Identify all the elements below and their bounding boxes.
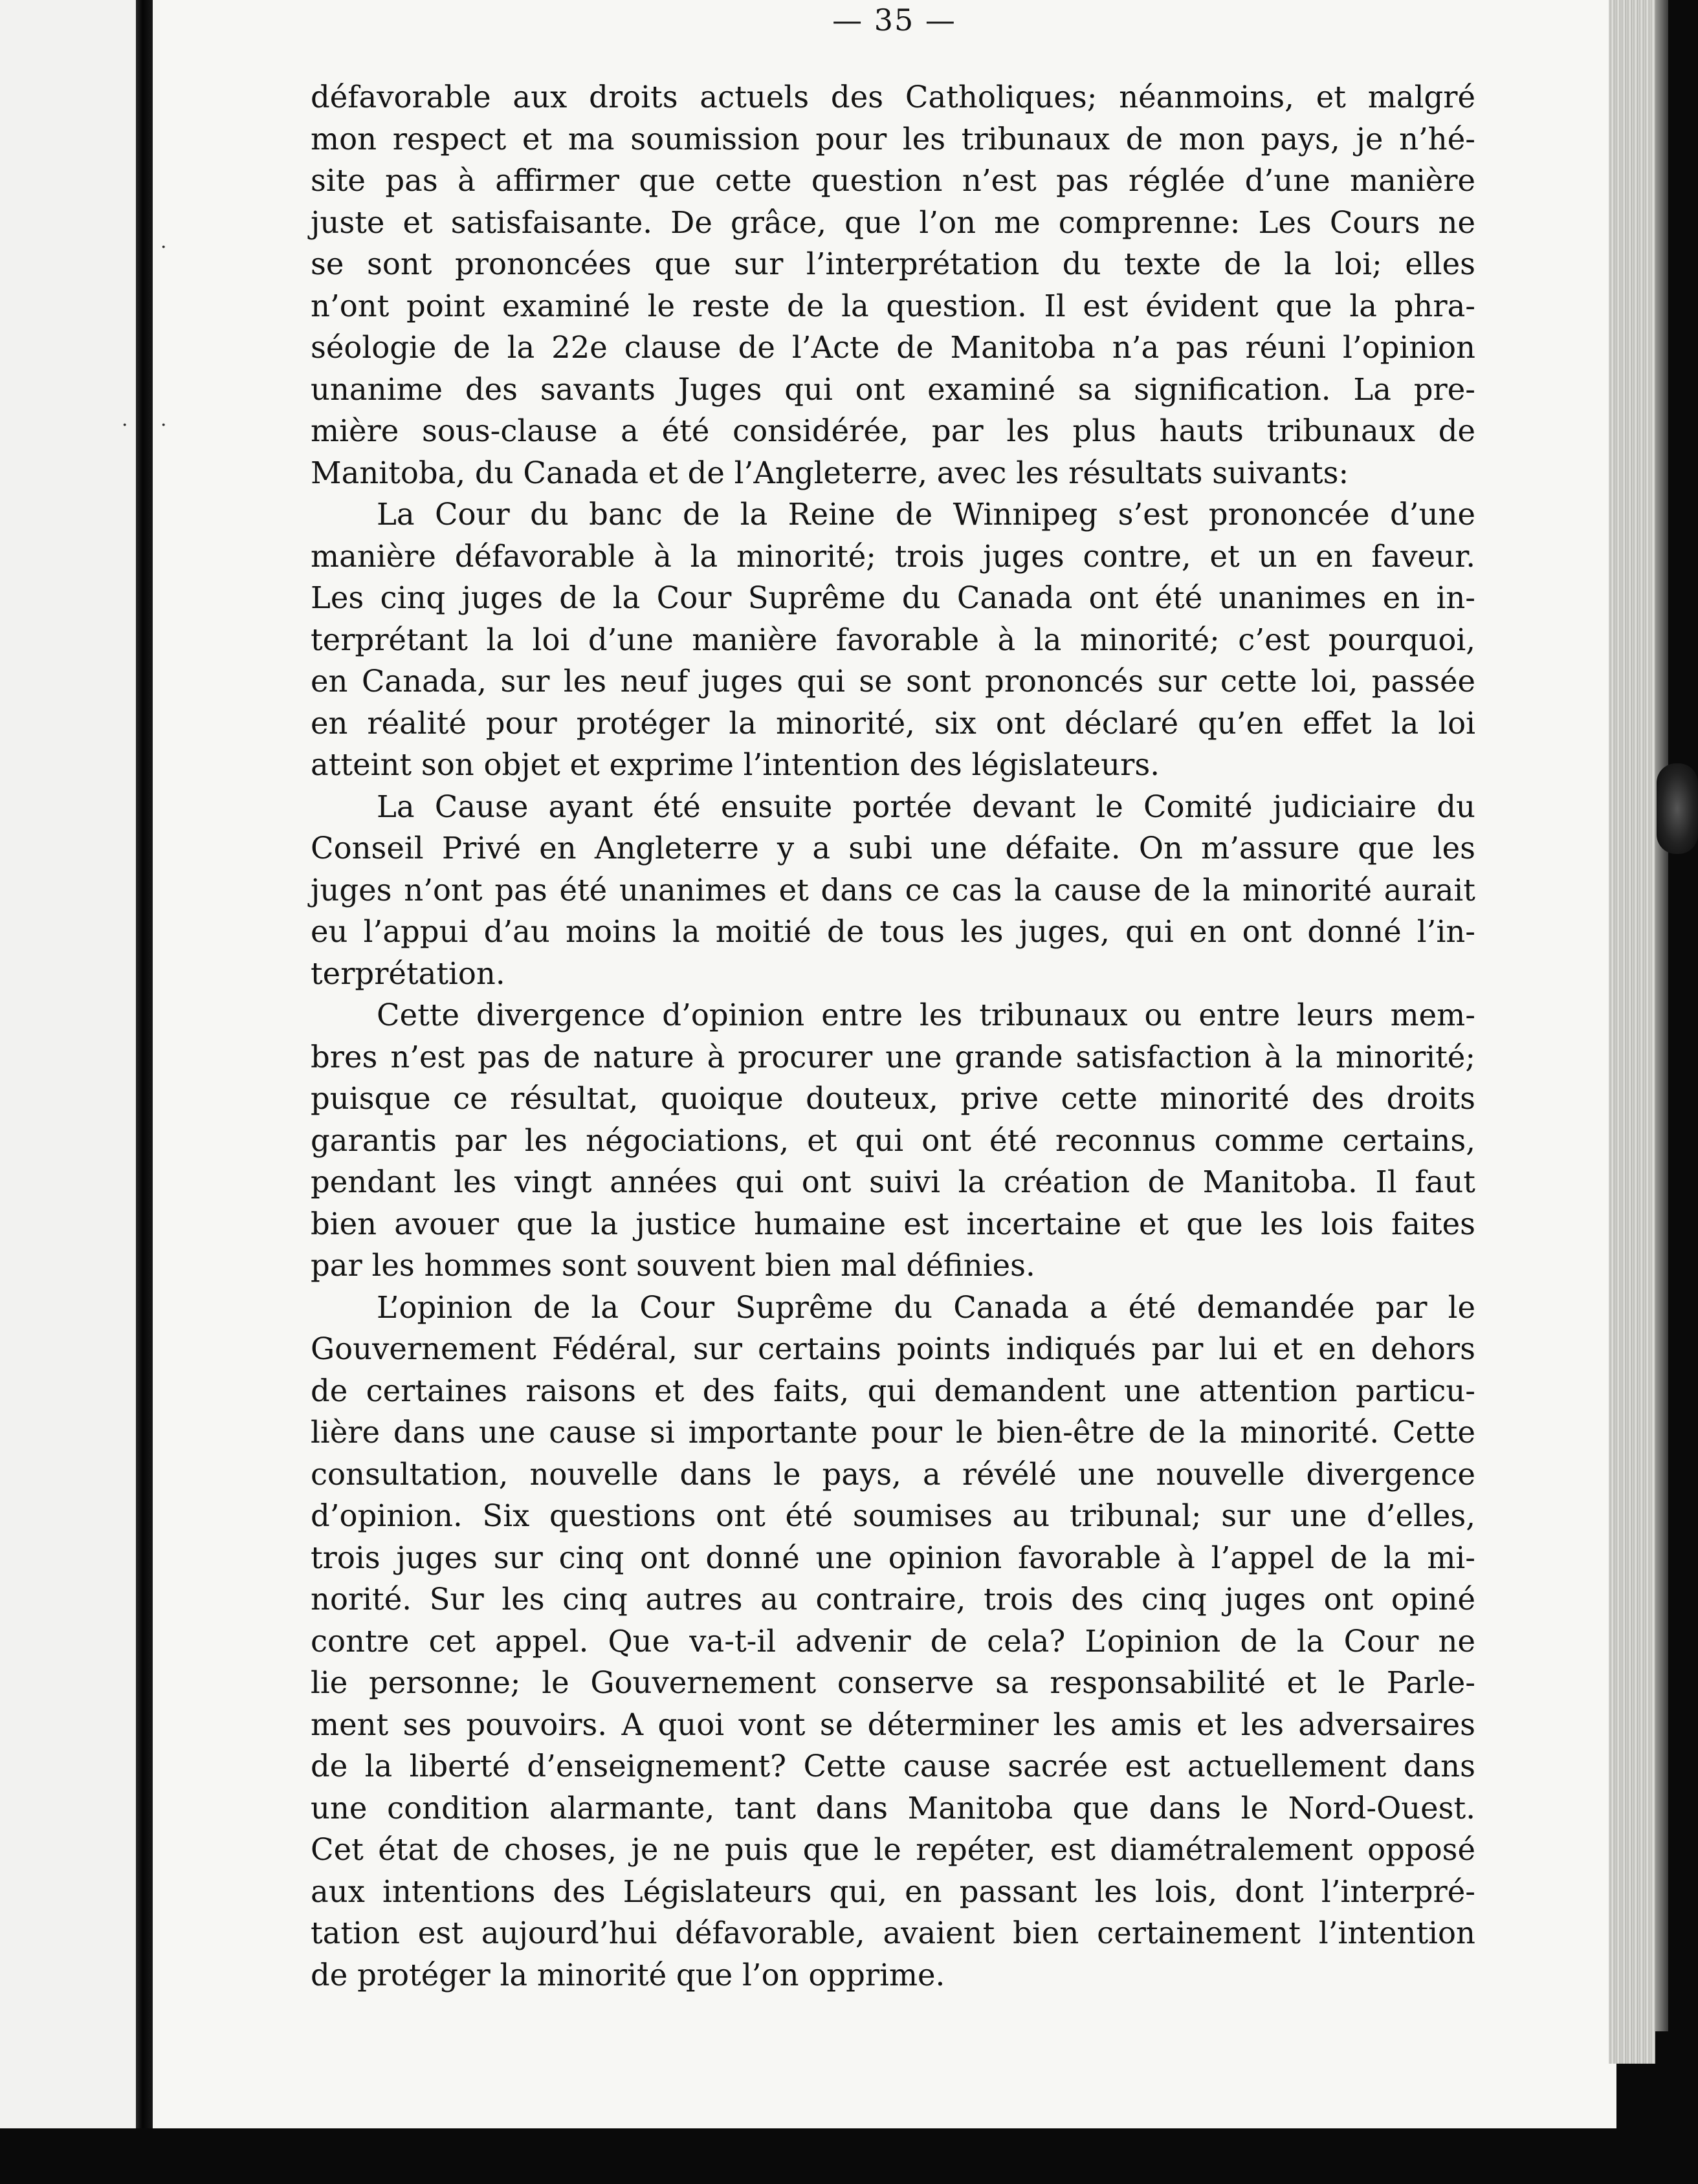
text-line: Les cinq juges de la Cour Suprême du Canada ont été unanimes en in- xyxy=(311,580,1475,615)
text-line: L’opinion de la Cour Suprême du Canada a été demandée par le xyxy=(377,1289,1475,1325)
paragraph-1 xyxy=(311,76,1475,494)
text-line: par les hommes sont souvent bien mal définies. xyxy=(311,1248,1035,1283)
text-line: en réalité pour protéger la minorité, six ont déclaré qu’en effet la loi xyxy=(311,705,1475,741)
text-line: bien avouer que la justice humaine est incertaine et que les lois faites xyxy=(311,1206,1475,1241)
text-line: de certaines raisons et des faits, qui demandent une attention particu- xyxy=(311,1373,1475,1408)
text-line: d’opinion. Six questions ont été soumises au tribunal; sur une d’elles, xyxy=(311,1498,1475,1533)
text-line: trois juges sur cinq ont donné une opinion favorable à l’appel de la mi- xyxy=(311,1540,1475,1575)
text-line: aux intentions des Législateurs qui, en passant les lois, dont l’interpré- xyxy=(311,1873,1475,1909)
text-line: mon respect et ma soumission pour les tribunaux de mon pays, je n’hé- xyxy=(311,121,1475,157)
paragraph-4 xyxy=(311,994,1475,1287)
page-number: — 35 — xyxy=(832,3,956,38)
text-line: n’ont point examiné le reste de la question. Il est évident que la phra- xyxy=(311,288,1475,323)
text-line: de protéger la minorité que l’on opprime. xyxy=(311,1957,945,1993)
text-line: Cet état de choses, je ne puis que le repéter, est diamétralement opposé xyxy=(311,1832,1475,1867)
margin-mark: · xyxy=(160,414,167,437)
text-line: se sont prononcées que sur l’interprétation du texte de la loi; elles xyxy=(311,246,1475,281)
book-gutter xyxy=(136,0,153,2128)
margin-mark: · xyxy=(122,414,128,437)
text-line: séologie de la 22e clause de l’Acte de Manitoba n’a pas réuni l’opinion xyxy=(311,330,1475,365)
page-edges-shadow xyxy=(1655,0,1668,2031)
text-line: Conseil Privé en Angleterre y a subi une défaite. On m’assure que les xyxy=(311,831,1475,866)
text-line: atteint son objet et exprime l’intention des législateurs. xyxy=(311,747,1160,782)
text-line: de la liberté d’enseignement? Cette cause sacrée est actuellement dans xyxy=(311,1749,1475,1784)
text-line: Cette divergence d’opinion entre les tribunaux ou entre leurs mem- xyxy=(377,998,1475,1032)
text-line: contre cet appel. Que va-t-il advenir de cela? L’opinion de la Cour ne xyxy=(311,1623,1475,1659)
text-line: défavorable aux droits actuels des Catholiques; néanmoins, et malgré xyxy=(311,80,1475,115)
body-text xyxy=(311,76,1475,1996)
text-line: juges n’ont pas été unanimes et dans ce cas la cause de la minorité aurait xyxy=(311,872,1475,908)
text-line: terprétant la loi d’une manière favorable à la minorité; c’est pourquoi, xyxy=(311,622,1475,657)
text-line: consultation, nouvelle dans le pays, a révélé une nouvelle divergence xyxy=(311,1456,1475,1492)
text-line: puisque ce résultat, quoique douteux, prive cette minorité des droits xyxy=(311,1081,1475,1116)
text-line: La Cour du banc de la Reine de Winnipeg s’est prononcée d’une xyxy=(377,497,1475,532)
text-line: La Cause ayant été ensuite portée devant le Comité judiciaire du xyxy=(377,789,1475,824)
text-line: juste et satisfaisante. De grâce, que l’on me comprenne: Les Cours ne xyxy=(311,204,1475,240)
text-line: lière dans une cause si importante pour le bien-être de la minorité. Cette xyxy=(311,1415,1475,1450)
text-line: ment ses pouvoirs. A quoi vont se déterminer les amis et les adversaires xyxy=(311,1707,1475,1742)
text-line: terprétation. xyxy=(311,956,505,991)
paragraph-2 xyxy=(311,494,1475,786)
paragraph-3 xyxy=(311,786,1475,995)
text-line: Manitoba, du Canada et de l’Angleterre, avec les résultats suivants: xyxy=(311,455,1349,490)
text-line: bres n’est pas de nature à procurer une grande satisfaction à la minorité; xyxy=(311,1039,1475,1075)
margin-mark: · xyxy=(160,236,167,259)
text-line: une condition alarmante, tant dans Manitoba que dans le Nord-Ouest. xyxy=(311,1790,1475,1826)
text-line: tation est aujourd’hui défavorable, avaient bien certainement l’intention xyxy=(311,1916,1475,1950)
facing-page-edge xyxy=(0,0,150,2128)
text-line: mière sous-clause a été considérée, par les plus hauts tribunaux de xyxy=(311,413,1475,448)
text-line: Gouvernement Fédéral, sur certains points indiqués par lui et en dehors xyxy=(311,1331,1475,1366)
paragraph-5 xyxy=(311,1287,1475,1996)
text-line: unanime des savants Juges qui ont examiné sa signification. La pre- xyxy=(311,371,1475,407)
stain-mark xyxy=(1657,763,1698,854)
text-line: manière défavorable à la minorité; trois juges contre, et un en faveur. xyxy=(311,538,1475,574)
text-line: site pas à affirmer que cette question n’est pas réglée d’une manière xyxy=(311,163,1475,198)
page-edges xyxy=(1609,0,1655,2064)
text-line: en Canada, sur les neuf juges qui se sont prononcés sur cette loi, passée xyxy=(311,664,1475,699)
text-line: garantis par les négociations, et qui ont été reconnus comme certains, xyxy=(311,1122,1475,1158)
text-line: eu l’appui d’au moins la moitié de tous les juges, qui en ont donné l’in- xyxy=(311,914,1475,949)
text-line: norité. Sur les cinq autres au contraire, trois des cinq juges ont opiné xyxy=(311,1582,1475,1617)
text-line: lie personne; le Gouvernement conserve sa responsabilité et le Parle- xyxy=(311,1665,1475,1700)
text-line: pendant les vingt années qui ont suivi la création de Manitoba. Il faut xyxy=(311,1164,1475,1199)
